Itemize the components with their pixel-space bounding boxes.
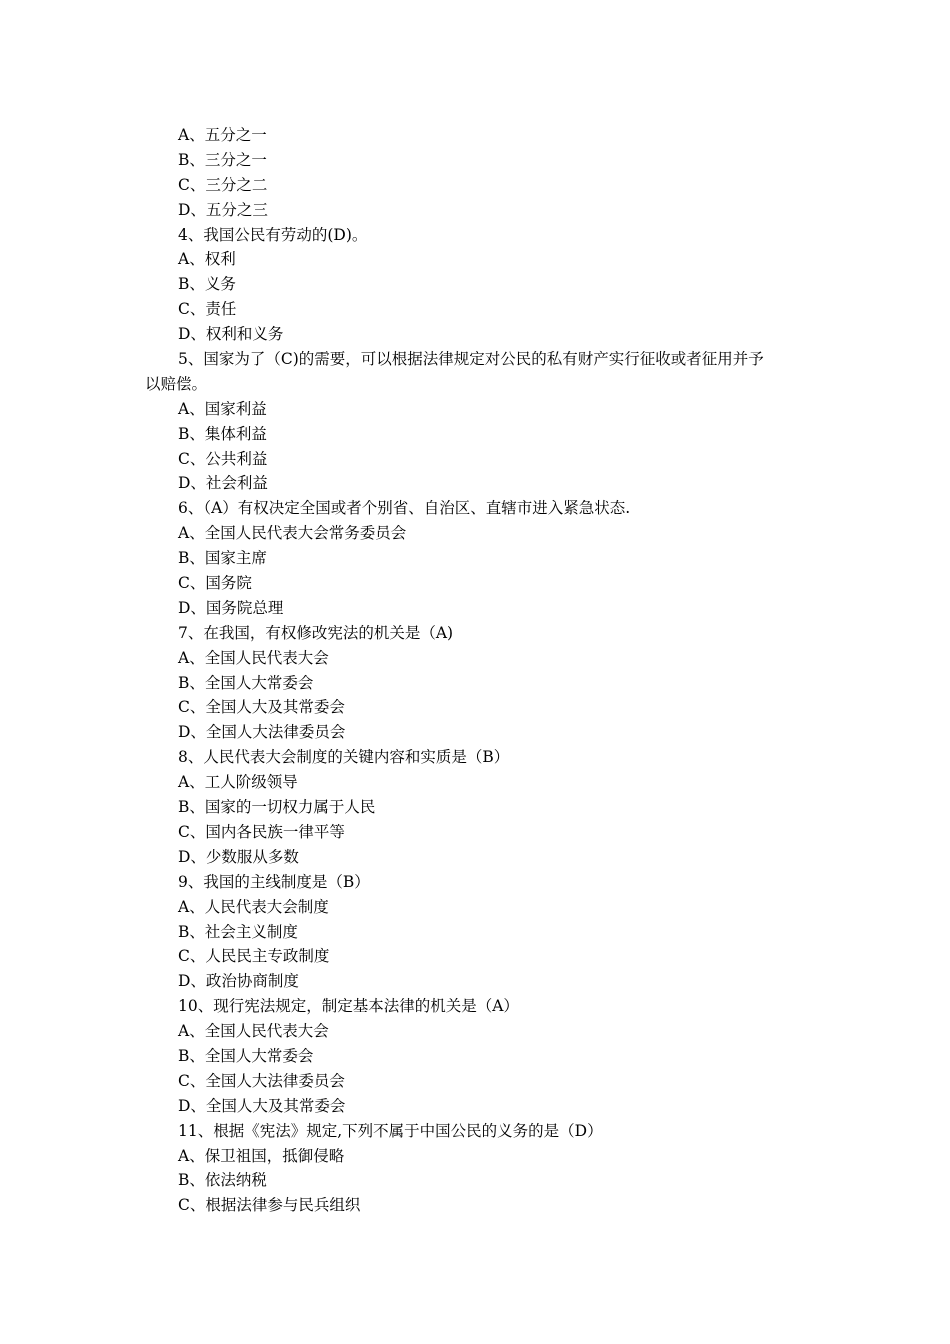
- question-line: 11、根据《宪法》规定,下列不属于中国公民的义务的是（D）: [178, 1121, 603, 1140]
- option-line: B、三分之一: [178, 150, 267, 169]
- option-line: A、全国人民代表大会: [178, 648, 329, 667]
- question-line: 9、我国的主线制度是（B）: [178, 872, 370, 891]
- option-line: D、少数服从多数: [178, 847, 299, 866]
- option-line: B、依法纳税: [178, 1171, 267, 1190]
- option-line: C、根据法律参与民兵组织: [178, 1196, 361, 1215]
- option-line: C、国内各民族一律平等: [178, 822, 345, 841]
- option-line: D、全国人大及其常委会: [178, 1096, 346, 1115]
- document-body: [145, 123, 815, 1218]
- option-line: C、三分之二: [178, 175, 268, 194]
- option-line: D、社会利益: [178, 474, 268, 493]
- option-line: B、义务: [178, 275, 236, 294]
- option-line: B、全国人大常委会: [178, 1046, 314, 1065]
- option-line: A、人民代表大会制度: [178, 897, 329, 916]
- option-line: D、国务院总理: [178, 598, 284, 617]
- option-line: C、责任: [178, 300, 237, 319]
- option-line: D、全国人大法律委员会: [178, 723, 346, 742]
- question-line: 5、国家为了（C)的需要，可以根据法律规定对公民的私有财产实行征收或者征用并予: [178, 350, 764, 369]
- question-line-continuation: 以赔偿。: [145, 374, 208, 393]
- question-line: 4、我国公民有劳动的(D)。: [178, 225, 368, 244]
- option-line: D、权利和义务: [178, 325, 284, 344]
- option-line: A、五分之一: [178, 126, 267, 144]
- option-line: B、国家的一切权力属于人民: [178, 798, 376, 817]
- option-line: A、保卫祖国，抵御侵略: [178, 1146, 345, 1165]
- option-line: C、全国人大及其常委会: [178, 698, 345, 717]
- option-line: B、集体利益: [178, 424, 267, 443]
- option-line: A、全国人民代表大会常务委员会: [178, 524, 407, 543]
- option-line: C、全国人大法律委员会: [178, 1071, 345, 1090]
- option-line: A、权利: [178, 250, 236, 269]
- question-line: 8、人民代表大会制度的关键内容和实质是（B）: [178, 748, 510, 767]
- option-line: B、全国人大常委会: [178, 673, 314, 692]
- question-line: 10、现行宪法规定，制定基本法律的机关是（A）: [178, 997, 519, 1016]
- option-line: C、国务院: [178, 574, 252, 593]
- option-line: A、全国人民代表大会: [178, 1022, 329, 1041]
- question-line: 6、（A）有权决定全国或者个别省、自治区、直辖市进入紧急状态.: [178, 499, 631, 518]
- option-line: B、国家主席: [178, 549, 267, 568]
- option-line: B、社会主义制度: [178, 922, 298, 941]
- option-line: C、公共利益: [178, 449, 268, 468]
- option-line: A、国家利益: [178, 399, 267, 418]
- option-line: D、政治协商制度: [178, 972, 299, 991]
- option-line: C、人民民主专政制度: [178, 947, 330, 966]
- option-line: D、五分之三: [178, 200, 268, 219]
- question-line: 7、在我国，有权修改宪法的机关是（A): [178, 623, 454, 642]
- option-line: A、工人阶级领导: [178, 773, 298, 792]
